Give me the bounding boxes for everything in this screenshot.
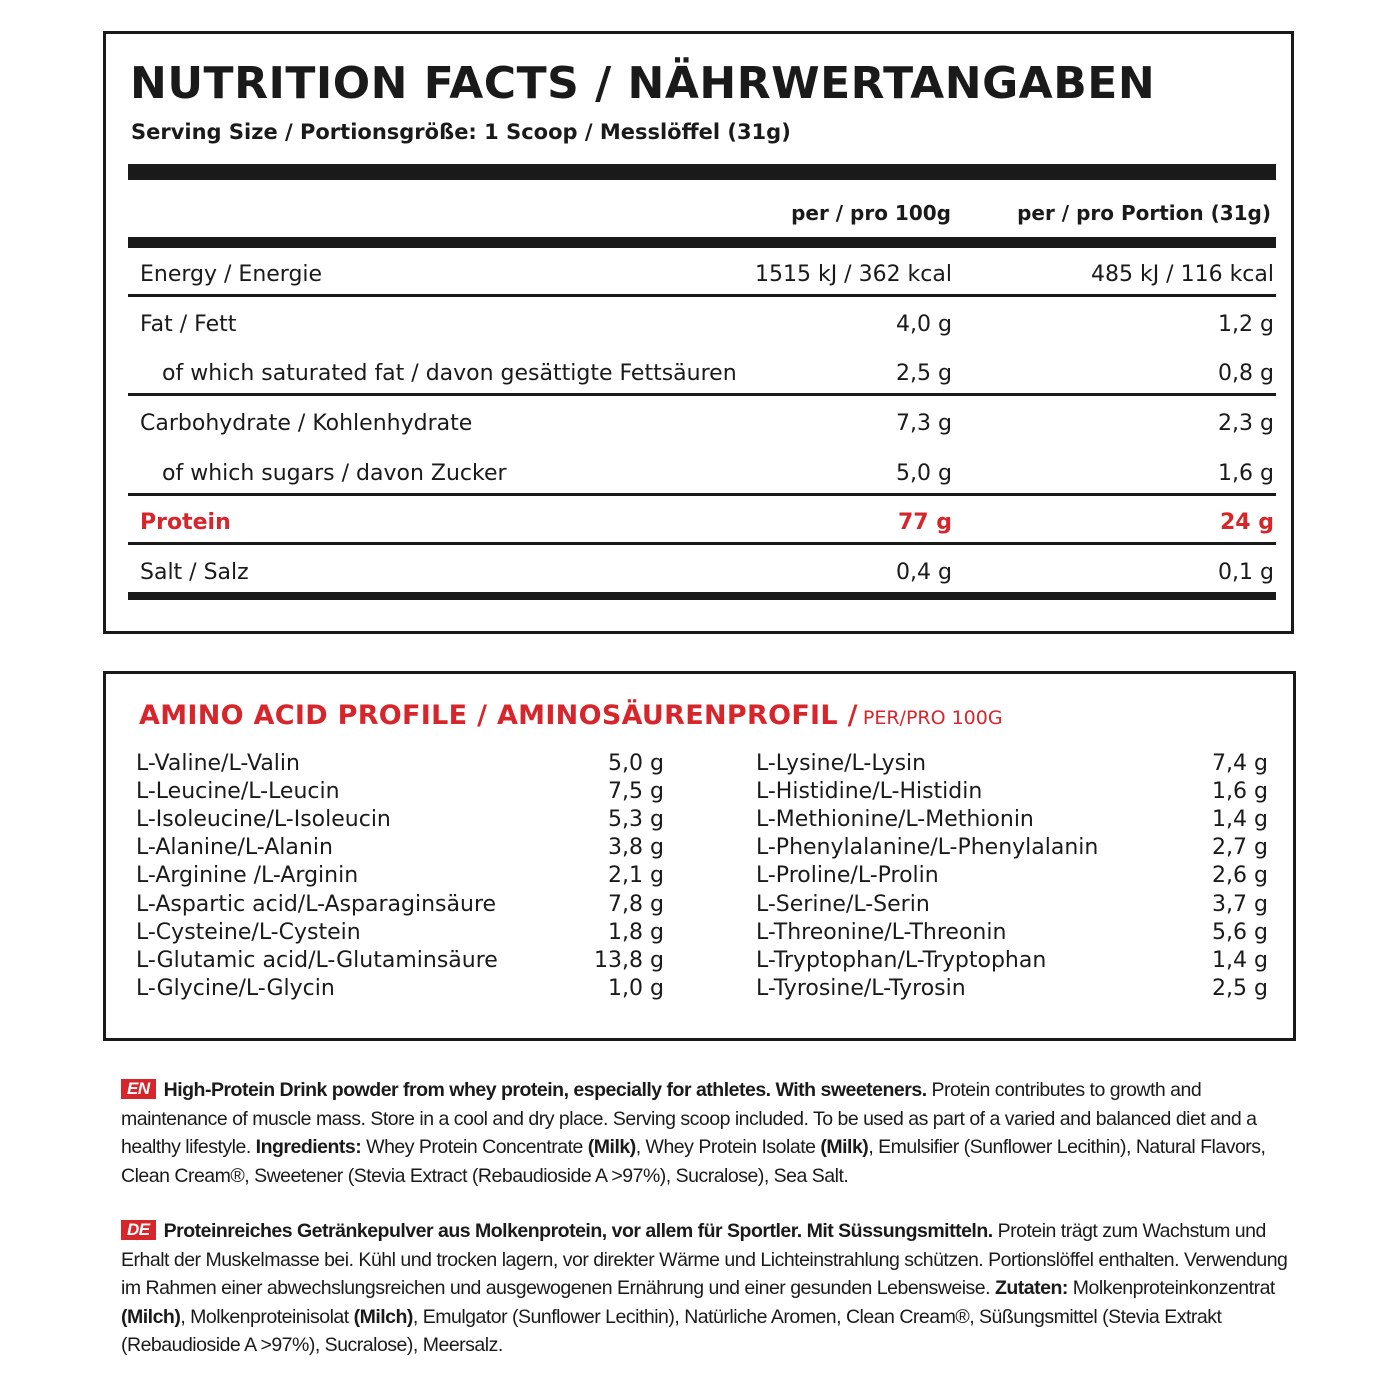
amino-name: L-Phenylalanine/L-Phenylalanin	[756, 835, 1099, 860]
row-value-100g: 2,5 g	[896, 361, 952, 386]
body-text: Protein trägt zum Wachstum und Erhalt der Muskelmasse bei. Kühl und trocken lagern, vor direkter Wärme und Lichteinstrahlung schützen. Portionslöffel enthalten. Verwendung im Rahmen einer abwechslungsreichen und ausgewogenen Ernährung und einer gesunden Lebensweise.	[121, 1220, 1288, 1299]
german-description	[121, 1217, 1297, 1360]
nutrition-row-protein	[128, 502, 1276, 542]
divider	[128, 393, 1276, 396]
amino-name: L-Glycine/L-Glycin	[136, 976, 335, 1001]
amino-name: L-Lysine/L-Lysin	[756, 751, 927, 776]
amino-value: 3,7 g	[1212, 892, 1268, 917]
amino-name: L-Leucine/L-Leucin	[136, 779, 340, 804]
amino-row	[756, 948, 1268, 976]
allergen-text: (Milk)	[587, 1136, 636, 1158]
amino-row	[136, 779, 664, 807]
amino-value: 2,6 g	[1212, 863, 1268, 888]
nutrition-row-fat	[128, 304, 1276, 344]
ingredients-text: Molkenproteinkonzentrat	[1067, 1277, 1275, 1299]
ingredients-text: , Emulgator (Sunflower Lecithin), Natürliche Aromen, Clean Cream®, Süßungsmittel (Stevia Extrakt (Rebaudioside A >97%), Sucralose), Meersalz.	[121, 1305, 1222, 1356]
nutrition-row-carbohydrate	[128, 403, 1276, 443]
amino-acid-panel	[103, 671, 1296, 1041]
amino-row	[756, 807, 1268, 835]
row-label: Carbohydrate / Kohlenhydrate	[140, 411, 473, 436]
serving-size: Serving Size / Portionsgröße: 1 Scoop / Messlöffel (31g)	[131, 120, 791, 144]
amino-row	[756, 863, 1268, 891]
row-value-100g: 1515 kJ / 362 kcal	[754, 262, 952, 287]
amino-name: L-Glutamic acid/L-Glutaminsäure	[136, 948, 498, 973]
row-value-portion: 2,3 g	[1218, 411, 1274, 436]
nutrition-row-energy	[128, 254, 1276, 294]
row-value-100g: 0,4 g	[896, 560, 952, 585]
amino-row	[756, 892, 1268, 920]
amino-value: 1,4 g	[1212, 948, 1268, 973]
amino-row	[756, 779, 1268, 807]
row-label: Protein	[140, 510, 231, 535]
ingredients-label: Ingredients:	[255, 1136, 362, 1158]
row-value-portion: 24 g	[1219, 510, 1274, 535]
amino-value: 13,8 g	[594, 948, 664, 973]
amino-name: L-Serine/L-Serin	[756, 892, 930, 917]
amino-row	[756, 920, 1268, 948]
amino-value: 7,4 g	[1212, 751, 1268, 776]
amino-name: L-Arginine /L-Arginin	[136, 863, 359, 888]
amino-name: L-Tyrosine/L-Tyrosin	[756, 976, 966, 1001]
ingredients-text: Whey Protein Concentrate	[361, 1136, 588, 1158]
amino-row	[136, 948, 664, 976]
amino-row	[136, 976, 664, 1004]
amino-name: L-Methionine/L-Methionin	[756, 807, 1034, 832]
amino-value: 5,0 g	[608, 751, 664, 776]
amino-value: 7,8 g	[608, 892, 664, 917]
amino-row	[756, 835, 1268, 863]
amino-row	[136, 807, 664, 835]
row-value-100g: 4,0 g	[896, 312, 952, 337]
row-label: of which sugars / davon Zucker	[162, 461, 507, 486]
row-label: Energy / Energie	[140, 262, 323, 287]
amino-name: L-Tryptophan/L-Tryptophan	[756, 948, 1047, 973]
amino-value: 5,3 g	[608, 807, 664, 832]
allergen-text: (Milk)	[820, 1136, 869, 1158]
amino-value: 7,5 g	[608, 779, 664, 804]
nutrition-row-salt	[128, 552, 1276, 592]
divider-thick	[128, 592, 1276, 600]
amino-row	[756, 751, 1268, 779]
amino-name: L-Valine/L-Valin	[136, 751, 300, 776]
amino-name: L-Aspartic acid/L-Asparaginsäure	[136, 892, 497, 917]
row-label: Fat / Fett	[140, 312, 237, 337]
divider-thick	[128, 237, 1276, 248]
intro-text: Proteinreiches Getränkepulver aus Molkenprotein, vor allem für Sportler. Mit Süssungsmitteln.	[163, 1220, 993, 1242]
ingredients-text: , Whey Protein Isolate	[635, 1136, 821, 1158]
amino-name: L-Threonine/L-Threonin	[756, 920, 1007, 945]
amino-value: 3,8 g	[608, 835, 664, 860]
divider-thick	[128, 164, 1276, 180]
row-value-portion: 0,8 g	[1218, 361, 1274, 386]
row-value-portion: 0,1 g	[1218, 560, 1274, 585]
language-badge-en: EN	[121, 1079, 156, 1099]
nutrition-row-saturated-fat	[128, 353, 1276, 393]
amino-value: 1,0 g	[608, 976, 664, 1001]
amino-value: 1,8 g	[608, 920, 664, 945]
row-value-portion: 1,2 g	[1218, 312, 1274, 337]
amino-name: L-Alanine/L-Alanin	[136, 835, 333, 860]
amino-name: L-Isoleucine/L-Isoleucin	[136, 807, 391, 832]
amino-row	[136, 751, 664, 779]
amino-row	[756, 976, 1268, 1004]
column-header-portion: per / pro Portion (31g)	[1017, 201, 1271, 225]
row-label: of which saturated fat / davon gesättigte Fettsäuren	[162, 361, 737, 386]
amino-row	[136, 863, 664, 891]
amino-value: 1,4 g	[1212, 807, 1268, 832]
body-text: To be used as part of a varied and balanced diet and a healthy lifestyle.	[121, 1107, 1257, 1158]
row-value-100g: 5,0 g	[896, 461, 952, 486]
amino-value: 2,7 g	[1212, 835, 1268, 860]
row-value-100g: 7,3 g	[896, 411, 952, 436]
intro-text: High-Protein Drink powder from whey protein, especially for athletes. With sweeteners.	[163, 1079, 927, 1101]
amino-value: 2,1 g	[608, 863, 664, 888]
nutrition-title: NUTRITION FACTS / NÄHRWERTANGABEN	[130, 58, 1156, 109]
ingredients-text: , Emulsifier (Sunflower Lecithin), Natural Flavors, Clean Cream®, Sweetener (Stevia Extract (Rebaudioside A >97%), Sucralose), Sea Salt.	[121, 1136, 1266, 1187]
amino-row	[136, 892, 664, 920]
row-label: Salt / Salz	[140, 560, 249, 585]
language-badge-de: DE	[121, 1220, 156, 1240]
row-value-100g: 77 g	[897, 510, 952, 535]
divider	[128, 294, 1276, 297]
divider	[128, 493, 1276, 496]
amino-name: L-Histidine/L-Histidin	[756, 779, 983, 804]
amino-name: L-Cysteine/L-Cystein	[136, 920, 361, 945]
ingredients-text: , Molkenproteinisolat	[180, 1305, 354, 1328]
amino-row	[136, 920, 664, 948]
column-header-100g: per / pro 100g	[791, 201, 951, 225]
nutrition-facts-panel	[103, 31, 1294, 634]
amino-row	[136, 835, 664, 863]
row-value-portion: 1,6 g	[1218, 461, 1274, 486]
allergen-text: (Milch)	[121, 1305, 181, 1328]
amino-title	[139, 700, 1003, 731]
amino-value: 1,6 g	[1212, 779, 1268, 804]
amino-value: 5,6 g	[1212, 920, 1268, 945]
divider	[128, 542, 1276, 545]
body-text: Protein contributes to growth and maintenance of muscle mass. Store in a cool and dry place. Serving scoop included.	[121, 1079, 1202, 1130]
amino-value: 2,5 g	[1212, 976, 1268, 1001]
allergen-text: (Milch)	[353, 1305, 413, 1328]
amino-title-main: AMINO ACID PROFILE / AMINOSÄURENPROFIL /	[139, 700, 858, 731]
nutrition-row-sugars	[128, 453, 1276, 493]
english-description	[121, 1076, 1297, 1190]
amino-name: L-Proline/L-Prolin	[756, 863, 939, 888]
amino-title-unit: PER/PRO 100G	[862, 707, 1003, 729]
row-value-portion: 485 kJ / 116 kcal	[1090, 262, 1274, 287]
ingredients-label: Zutaten:	[994, 1277, 1068, 1299]
